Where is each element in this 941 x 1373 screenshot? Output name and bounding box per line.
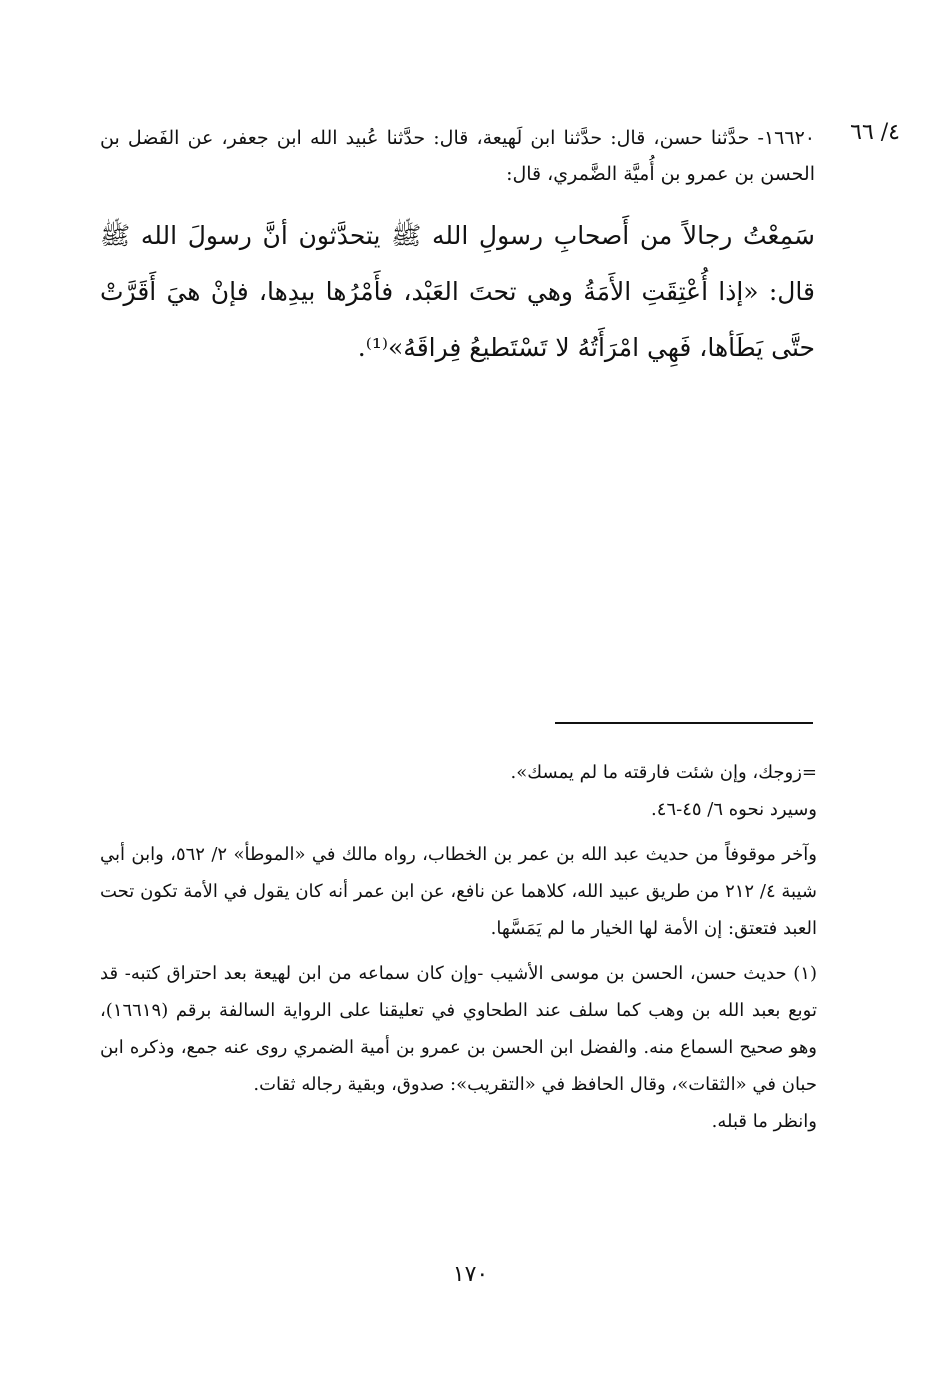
- volume-page-reference: ٤/ ٦٦: [850, 120, 900, 145]
- page-number: ١٧٠: [452, 1262, 489, 1287]
- footnotes: [100, 754, 817, 1140]
- hadith-text: [100, 120, 815, 376]
- footnote-divider: [555, 722, 813, 724]
- hadith-matn: سَمِعْتُ رجالاً من أَصحابِ رسولِ الله ﷺ يتحدَّثون أنَّ رسولَ الله ﷺ قال: «إذا أُعْتِقَتِ الأَمَةُ وهي تحتَ العَبْد، فأَمْرُها بيدِها، فإنْ هيَ أَقَرَّتْ حتَّى يَطَأها، فَهِي امْرَأَتُهُ لا تَسْتَطيعُ فِراقَهُ»⁽¹⁾.: [100, 221, 815, 362]
- footnote-paragraph: وانظر ما قبله.: [711, 1111, 817, 1132]
- footnote-paragraph: وآخر موقوفاً من حديث عبد الله بن عمر بن الخطاب، رواه مالك في «الموطأ» ٢/ ٥٦٢، وابن أبي شيبة ٤/ ٢١٢ من طريق عبيد الله، كلاهما عن نافع، عن ابن عمر أنه كان يقول في الأمة تكون تحت العبد فتعتق: إن الأمة لها الخيار ما لم يَمَسَّها.: [100, 844, 817, 939]
- footnote-1: (١) حديث حسن، الحسن بن موسى الأشيب -وإن كان سماعه من ابن لهيعة بعد احتراق كتبه- قد توبع بعبد الله بن وهب كما سلف عند الطحاوي في تعليقنا على الرواية السالفة برقم (١٦٦١٩)، وهو صحيح السماع منه. والفضل ابن الحسن بن عمرو بن أمية الضمري روى عنه جمع، وذكره ابن حبان في «الثقات»، وقال الحافظ في «التقريب»: صدوق، وبقية رجاله ثقات.: [100, 963, 817, 1095]
- footnote-continuation: =زوجك، وإن شئت فارقته ما لم يمسك».: [510, 762, 817, 783]
- footnote-paragraph: وسيرد نحوه ٦/ ٤٥-٤٦.: [651, 799, 817, 820]
- hadith-isnad: ١٦٦٢٠- حدَّثنا حسن، قال: حدَّثنا ابن لَهيعة، قال: حدَّثنا عُبيد الله ابن جعفر، عن الفَضل بن الحسن بن عمرو بن أُميَّة الضَّمري، قال:: [100, 127, 815, 185]
